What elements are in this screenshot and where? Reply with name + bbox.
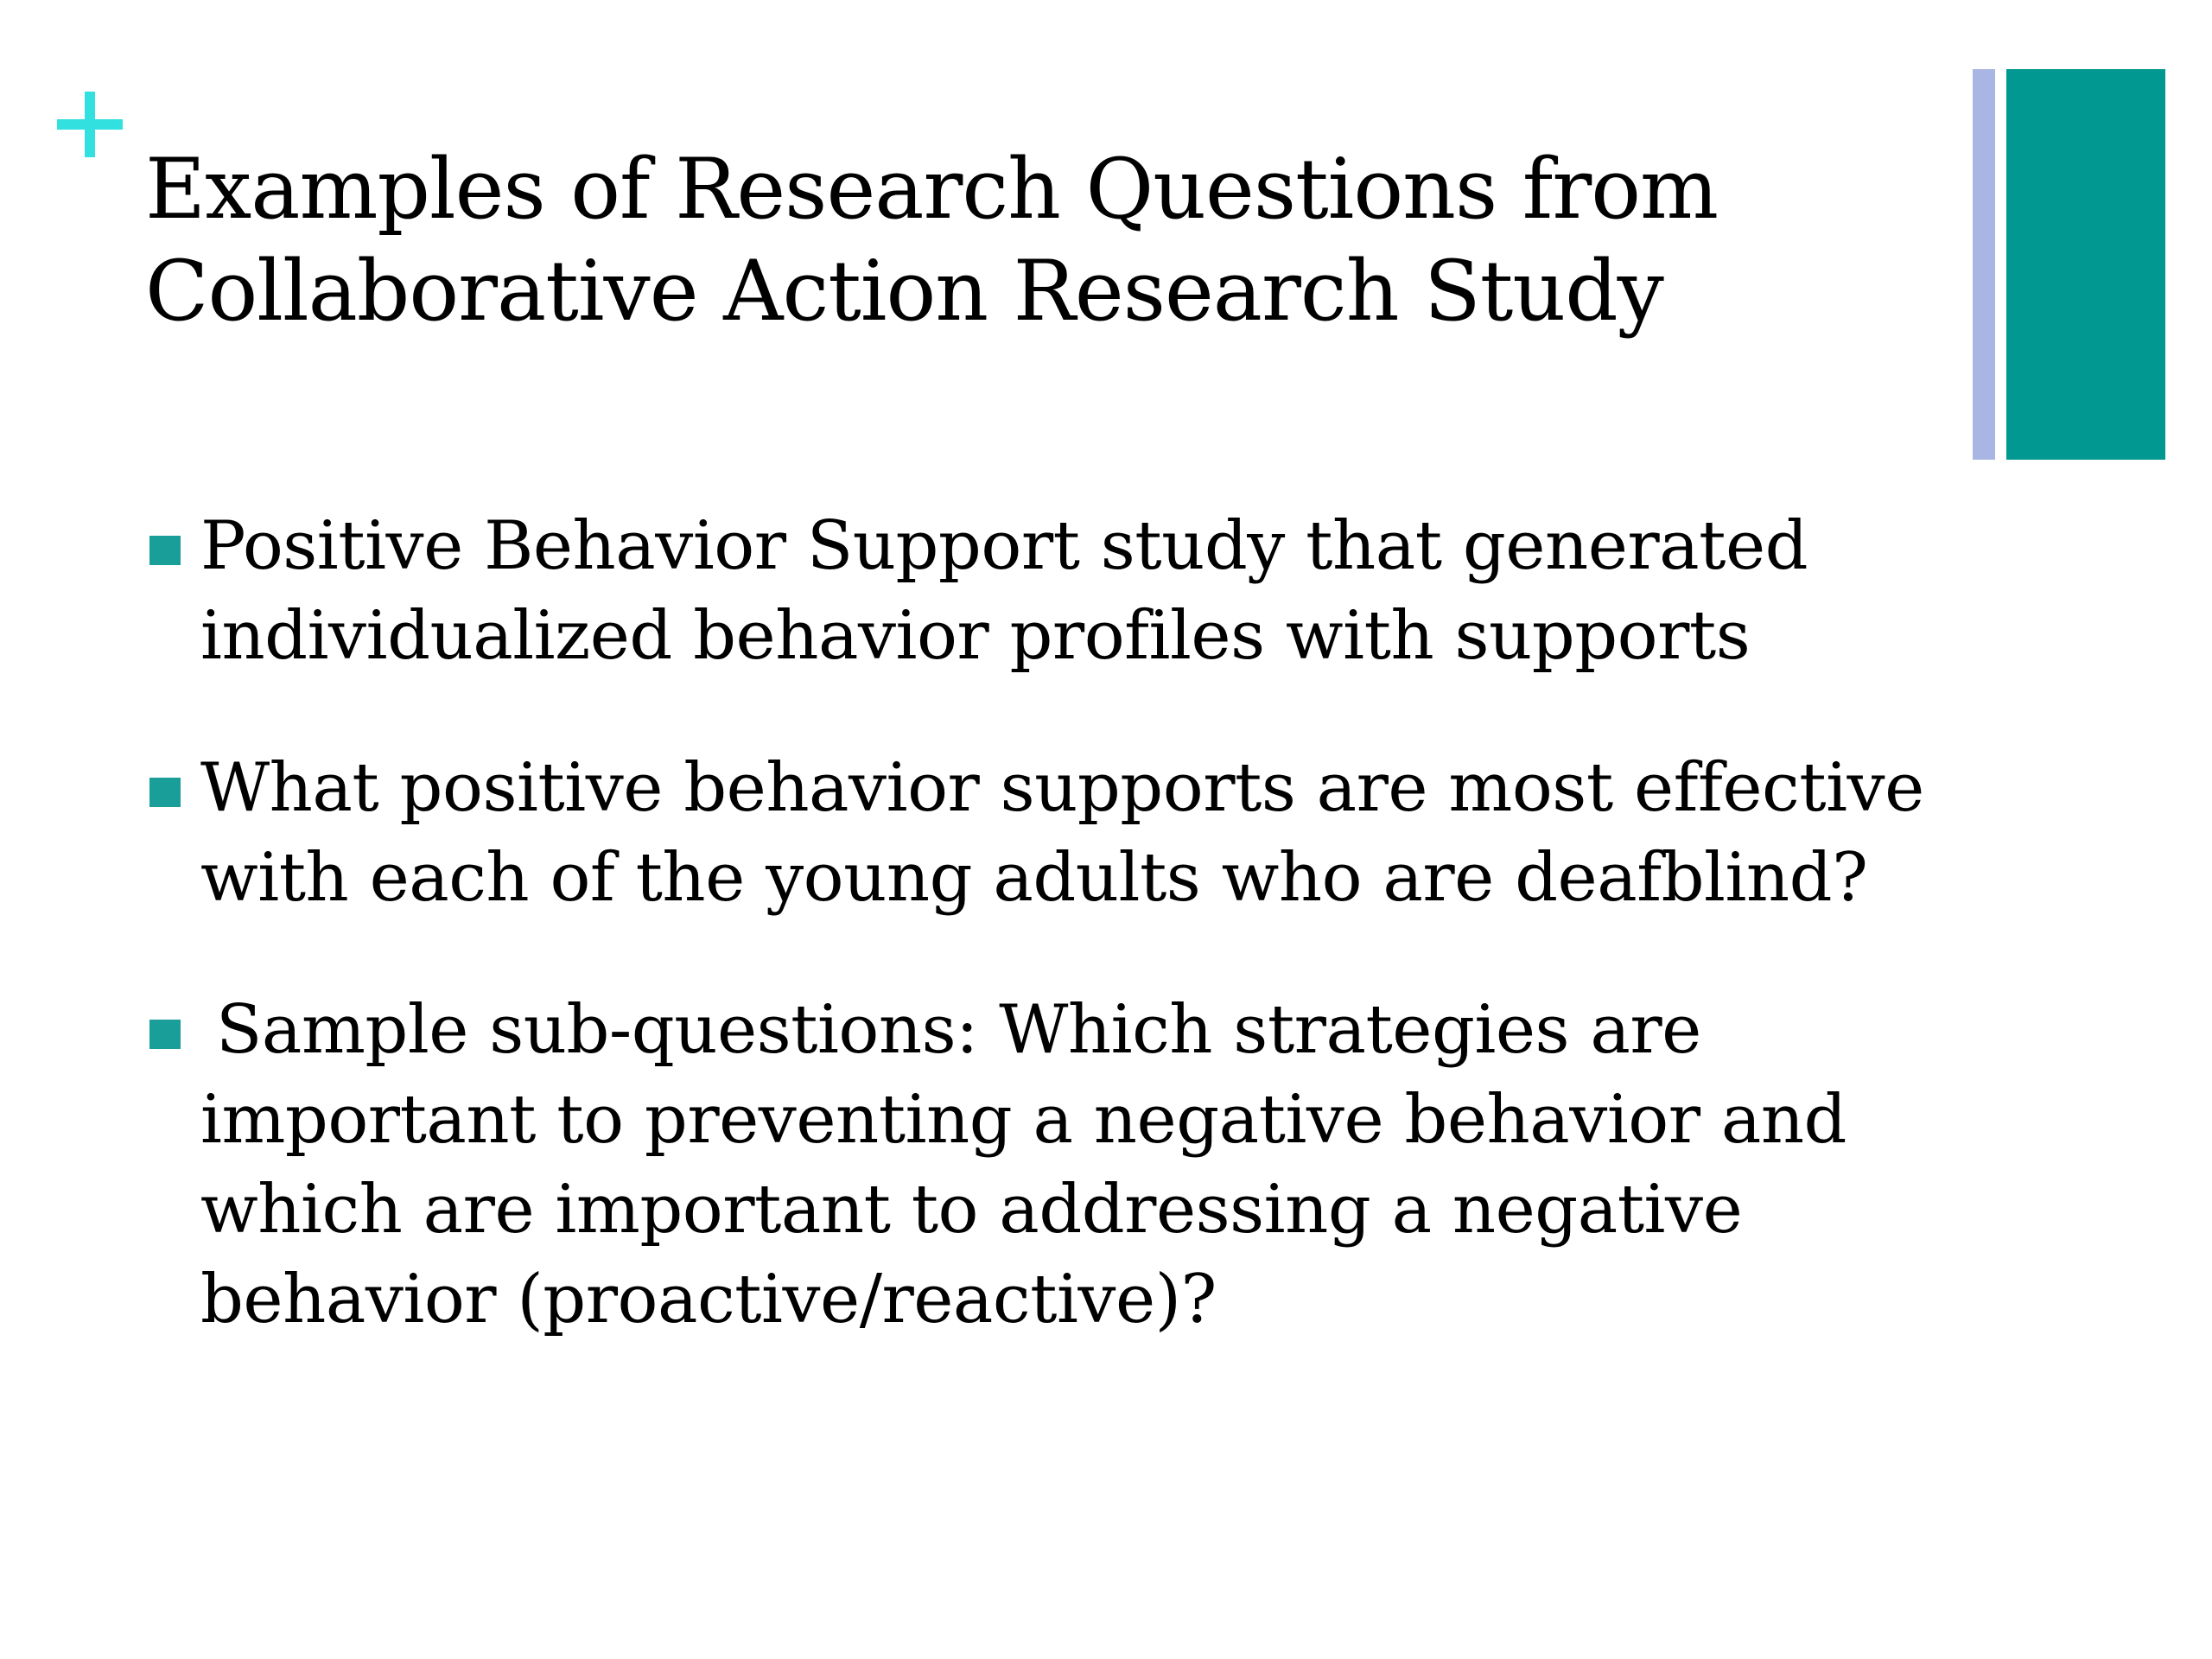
bullet-line: behavior (proactive/reactive)? — [200, 1261, 1217, 1338]
bullet-line: individualized behavior profiles with supports — [200, 597, 1751, 675]
bullet-line: important to preventing a negative behavior and — [200, 1081, 1847, 1159]
decorative-light-bar — [1973, 69, 1995, 460]
bullet-line: Sample sub-questions: Which strategies are — [216, 991, 1701, 1069]
bullet-item — [147, 985, 1961, 1344]
decorative-teal-bar — [2006, 69, 2165, 460]
bullet-item — [147, 743, 1961, 923]
bullet-line: Positive Behavior Support study that generated — [200, 507, 1808, 585]
square-bullet-icon — [149, 536, 181, 565]
square-bullet-icon — [149, 1020, 181, 1049]
bullet-item — [147, 501, 1961, 681]
slide-title — [145, 138, 1925, 342]
bullet-list — [147, 501, 1961, 1407]
bullet-line: What positive behavior supports are most effective — [200, 749, 1924, 827]
bullet-line: with each of the young adults who are deafblind? — [200, 839, 1868, 917]
slide-title-line-2: Collaborative Action Research Study — [145, 243, 1663, 340]
plus-icon — [57, 92, 123, 157]
plus-icon-vertical — [85, 92, 95, 157]
slide-title-line-1: Examples of Research Questions from — [145, 141, 1719, 238]
square-bullet-icon — [149, 778, 181, 807]
bullet-line: which are important to addressing a negative — [200, 1171, 1743, 1249]
